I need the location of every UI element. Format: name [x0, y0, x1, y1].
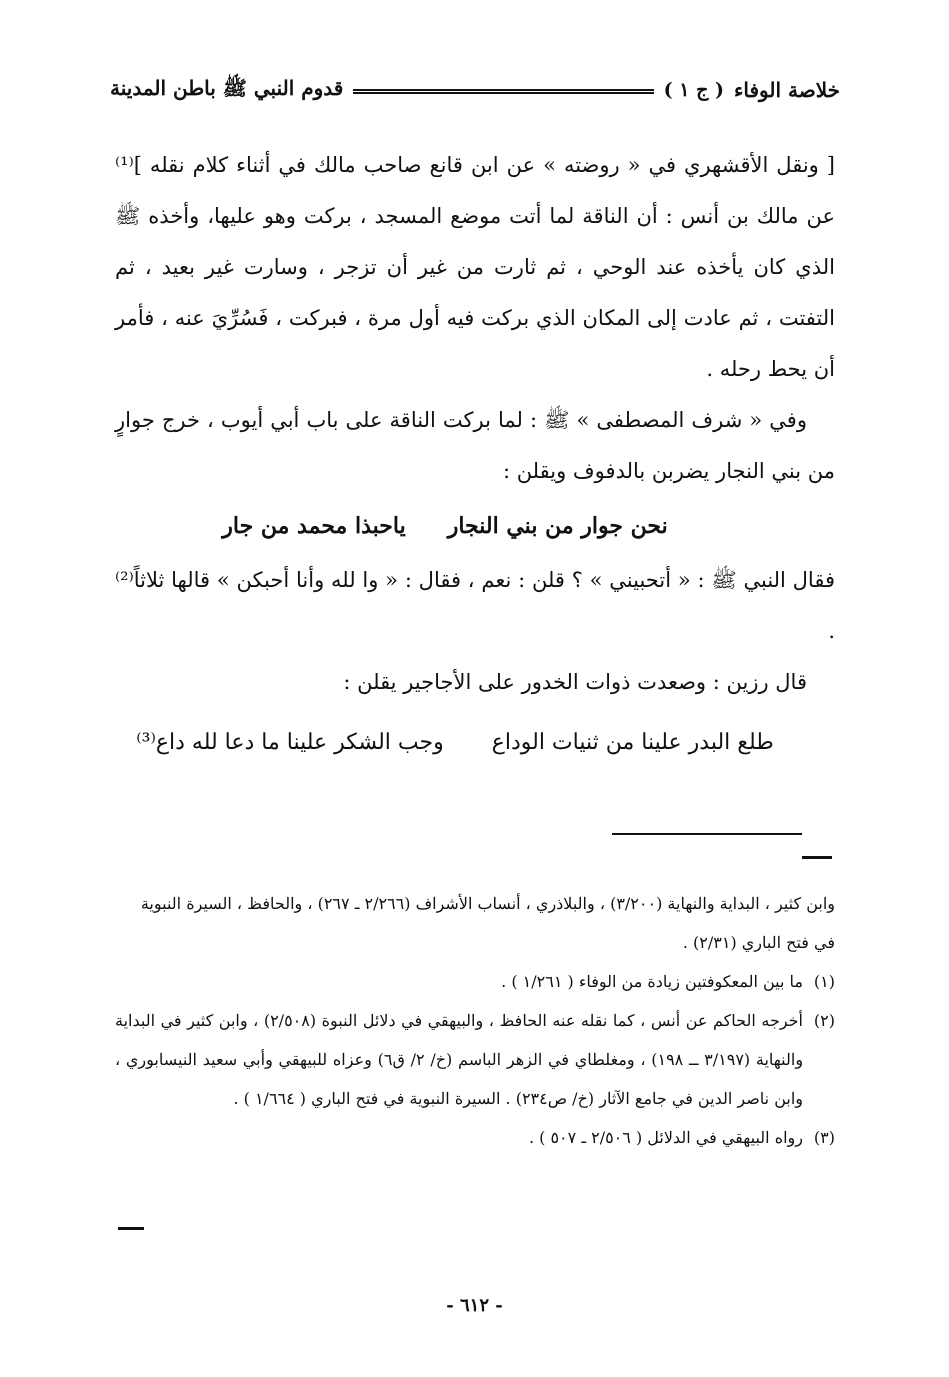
verse-2-hemistich-a: طلع البدر علينا من ثنيات الوداع	[491, 730, 774, 755]
volume-label: ( ج ١ )	[663, 79, 724, 101]
page-number: - ٦١٢ -	[446, 1295, 503, 1316]
verse-1-hemistich-a: نحن جوار من بني النجار	[447, 513, 668, 539]
verse-2	[115, 712, 835, 774]
paragraph-4: قال رزين : وصعدت ذوات الخدور على الأجاجير يقلن :	[343, 670, 807, 694]
footnotes	[115, 884, 835, 1157]
book-title: خلاصة الوفاء	[733, 78, 840, 102]
footnote-1-text: ما بين المعكوفتين زيادة من الوفاء ( ١/٢٦١ ) .	[501, 972, 803, 991]
footnote-3-text: رواه البيهقي في الدلائل ( ٢/٥٠٦ ـ ٥٠٧ ) .	[528, 1128, 803, 1147]
footnote-3-number: (٣)	[813, 1128, 835, 1147]
footnote-separator	[612, 833, 802, 835]
running-header	[110, 70, 840, 110]
footnote-carryover: وابن كثير ، البداية والنهاية (٣/٢٠٠) ، والبلاذري ، أنساب الأشراف (٢/٢٦٦ ـ ٢٦٧) ، والحافظ ، السيرة النبوية في فتح الباري (٢/٣١) .	[140, 894, 835, 952]
paragraph-3: فقال النبي ﷺ : « أتحبيني » ؟ قلن : نعم ، فقال : « وا لله وأنا أحبكن » قالها ثلاثاً⁽²⁾ .	[115, 568, 835, 643]
paragraph-2: وفي « شرف المصطفى » ﷺ : لما بركت الناقة على باب أبي أيوب ، خرج جوارٍ من بني النجار يضربن بالدفوف ويقلن :	[115, 408, 835, 483]
footnote-1-number: (١)	[813, 972, 835, 991]
footnote-2-text: أخرجه الحاكم عن أنس ، كما نقله عنه الحافظ ، والبيهقي في دلائل النبوة (٢/٥٠٨) ، وابن كثير في البداية والنهاية (٣/١٩٧ ــ ١٩٨) ، ومغلطاي في الزهر الباسم (خ/ ٢/ ق٦) وعزاه للبيهقي وأبي سعيد النيسابوري ، وابن ناصر الدين في جامع الآثار (خ/ ص٢٣٤) . السيرة النبوية في فتح الباري ( ١/٦٦٤ ) .	[115, 1011, 804, 1108]
chapter-title: قدوم النبي ﷺ باطن المدينة	[110, 75, 344, 100]
verse-2-hemistich-b: وجب الشكر علينا ما دعا لله داع⁽³⁾	[136, 730, 444, 755]
footnote-2	[115, 1001, 835, 1118]
footnote-2-number: (٢)	[813, 1011, 835, 1030]
verse-1	[115, 497, 835, 555]
verse-1-hemistich-b: ياحبذا محمد من جار	[222, 513, 406, 539]
header-rule	[353, 89, 653, 94]
main-text	[115, 140, 835, 774]
footnote-3	[115, 1118, 835, 1157]
continuation-mark-bottom	[118, 1227, 144, 1230]
footnote-1	[115, 962, 835, 1001]
paragraph-1: [ ونقل الأقشهري في « روضته » عن ابن قانع صاحب مالك في أثناء كلام نقله ]⁽¹⁾ عن مالك بن أنس : أن الناقة لما أتت موضع المسجد ، بركت وهو عليها، وأخذه ﷺ الذي كان يأخذه عند الوحي ، ثم ثارت من غير أن تزجر ، وسارت غير بعيد ، ثم التفتت ، ثم عادت إلى المكان الذي بركت فيه أول مرة ، فبركت ، فَسُرِّيَ عنه ، فأمر أن يحط رحله .	[115, 153, 835, 381]
continuation-mark	[802, 856, 832, 859]
